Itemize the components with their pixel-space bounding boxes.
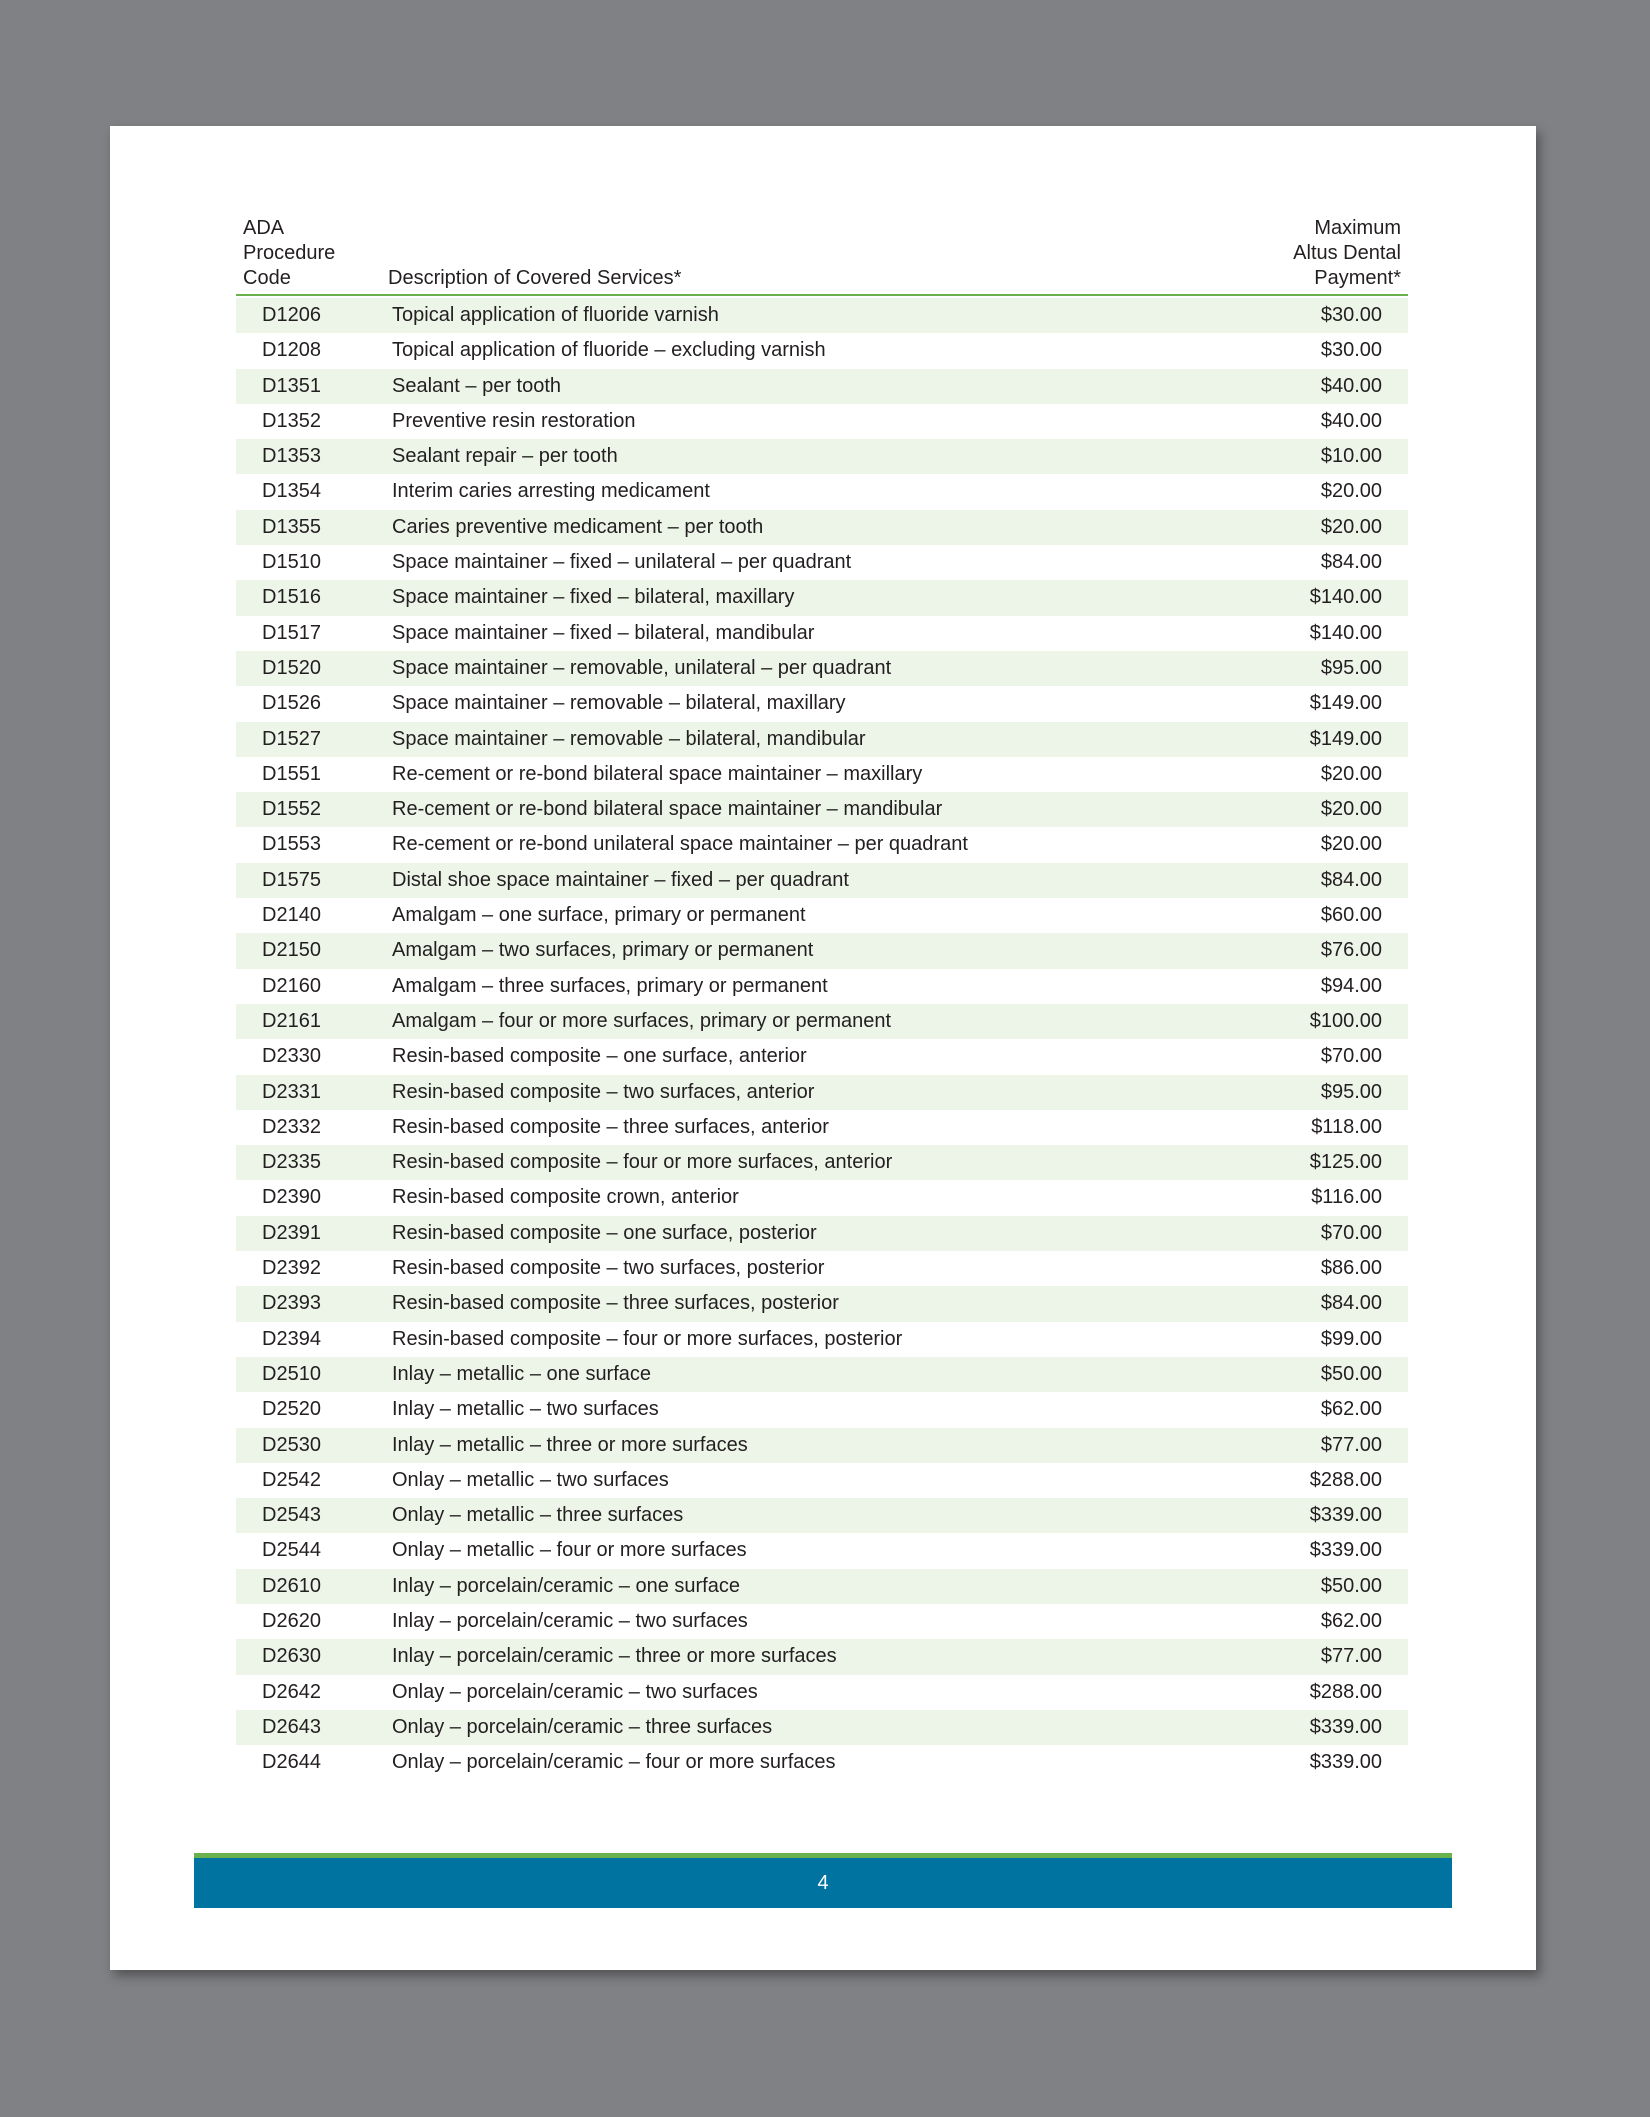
maximum-payment: $40.00 xyxy=(1320,374,1382,397)
procedure-code: D1355 xyxy=(262,515,321,538)
table-row xyxy=(236,1216,1408,1251)
maximum-payment: $149.00 xyxy=(1309,727,1382,750)
header-code-line: ADA xyxy=(243,217,285,239)
table-row xyxy=(236,1322,1408,1357)
maximum-payment: $10.00 xyxy=(1320,445,1382,468)
service-description: Inlay – porcelain/ceramic – one surface xyxy=(392,1574,740,1597)
service-description: Interim caries arresting medicament xyxy=(392,480,710,503)
procedure-code: D2150 xyxy=(262,939,321,962)
table-row xyxy=(236,510,1408,545)
header-description: Description of Covered Services* xyxy=(388,267,682,289)
header-procedure-code xyxy=(243,216,335,291)
maximum-payment: $77.00 xyxy=(1320,1645,1382,1668)
maximum-payment: $76.00 xyxy=(1320,939,1382,962)
service-description: Topical application of fluoride – excluding varnish xyxy=(392,339,826,362)
service-description: Distal shoe space maintainer – fixed – per quadrant xyxy=(392,868,849,891)
maximum-payment: $30.00 xyxy=(1320,339,1382,362)
table-row xyxy=(236,863,1408,898)
procedure-code: D2393 xyxy=(262,1292,321,1315)
service-description: Inlay – porcelain/ceramic – three or more surfaces xyxy=(392,1645,837,1668)
table-row xyxy=(236,369,1408,404)
procedure-code: D1354 xyxy=(262,480,321,503)
service-description: Space maintainer – fixed – bilateral, maxillary xyxy=(392,586,795,609)
procedure-code: D2335 xyxy=(262,1151,321,1174)
procedure-code: D1517 xyxy=(262,621,321,644)
maximum-payment: $125.00 xyxy=(1309,1151,1382,1174)
service-description: Resin-based composite – one surface, posterior xyxy=(392,1221,817,1244)
maximum-payment: $339.00 xyxy=(1309,1504,1382,1527)
maximum-payment: $77.00 xyxy=(1320,1433,1382,1456)
maximum-payment: $339.00 xyxy=(1309,1715,1382,1738)
procedure-code: D2520 xyxy=(262,1398,321,1421)
service-description: Onlay – metallic – four or more surfaces xyxy=(392,1539,747,1562)
table-row xyxy=(236,1428,1408,1463)
maximum-payment: $100.00 xyxy=(1309,1009,1382,1032)
table-row xyxy=(236,1498,1408,1533)
table-row xyxy=(236,1145,1408,1180)
procedure-code: D2543 xyxy=(262,1504,321,1527)
table-row xyxy=(236,1286,1408,1321)
document-page xyxy=(110,126,1536,1970)
service-description: Inlay – metallic – three or more surfaces xyxy=(392,1433,748,1456)
table-row xyxy=(236,686,1408,721)
procedure-code: D2331 xyxy=(262,1080,321,1103)
table-row xyxy=(236,722,1408,757)
maximum-payment: $86.00 xyxy=(1320,1257,1382,1280)
table-row xyxy=(236,1039,1408,1074)
maximum-payment: $50.00 xyxy=(1320,1362,1382,1385)
service-description: Re-cement or re-bond bilateral space maintainer – mandibular xyxy=(392,798,943,821)
table-row xyxy=(236,1392,1408,1427)
service-description: Space maintainer – removable – bilateral, mandibular xyxy=(392,727,866,750)
service-description: Space maintainer – removable – bilateral, maxillary xyxy=(392,692,846,715)
table-row xyxy=(236,1639,1408,1674)
service-description: Resin-based composite – three surfaces, posterior xyxy=(392,1292,839,1315)
table-row xyxy=(236,1357,1408,1392)
header-maximum-payment xyxy=(1293,216,1401,291)
procedure-code: D2390 xyxy=(262,1186,321,1209)
service-description: Onlay – porcelain/ceramic – three surfaces xyxy=(392,1715,773,1738)
maximum-payment: $84.00 xyxy=(1320,868,1382,891)
service-description: Re-cement or re-bond bilateral space maintainer – maxillary xyxy=(392,762,923,785)
service-description: Inlay – metallic – two surfaces xyxy=(392,1398,659,1421)
procedure-code: D2630 xyxy=(262,1645,321,1668)
service-description: Resin-based composite crown, anterior xyxy=(392,1186,739,1209)
procedure-code: D2140 xyxy=(262,904,321,927)
maximum-payment: $149.00 xyxy=(1309,692,1382,715)
maximum-payment: $40.00 xyxy=(1320,409,1382,432)
maximum-payment: $20.00 xyxy=(1320,798,1382,821)
table-row xyxy=(236,933,1408,968)
maximum-payment: $50.00 xyxy=(1320,1574,1382,1597)
page-number: 4 xyxy=(817,1872,829,1894)
procedure-code: D1553 xyxy=(262,833,321,856)
table-row xyxy=(236,404,1408,439)
service-description: Space maintainer – fixed – unilateral – per quadrant xyxy=(392,551,852,574)
procedure-code: D2642 xyxy=(262,1680,321,1703)
table-body xyxy=(236,298,1408,1780)
maximum-payment: $70.00 xyxy=(1320,1045,1382,1068)
table-row xyxy=(236,1075,1408,1110)
table-row xyxy=(236,1180,1408,1215)
maximum-payment: $20.00 xyxy=(1320,762,1382,785)
table-row xyxy=(236,439,1408,474)
maximum-payment: $339.00 xyxy=(1309,1539,1382,1562)
maximum-payment: $118.00 xyxy=(1311,1115,1382,1138)
maximum-payment: $116.00 xyxy=(1311,1186,1382,1209)
procedure-code: D1552 xyxy=(262,798,321,821)
maximum-payment: $20.00 xyxy=(1320,515,1382,538)
header-code-line: Code xyxy=(243,267,291,289)
maximum-payment: $288.00 xyxy=(1309,1680,1382,1703)
procedure-code: D2391 xyxy=(262,1221,321,1244)
procedure-code: D1352 xyxy=(262,409,321,432)
table-row xyxy=(236,757,1408,792)
service-description: Resin-based composite – one surface, anterior xyxy=(392,1045,807,1068)
service-description: Amalgam – three surfaces, primary or permanent xyxy=(392,974,828,997)
service-description: Amalgam – one surface, primary or permanent xyxy=(392,904,806,927)
maximum-payment: $20.00 xyxy=(1320,833,1382,856)
service-description: Topical application of fluoride varnish xyxy=(392,304,719,326)
procedure-code: D2620 xyxy=(262,1609,321,1632)
procedure-code: D1510 xyxy=(262,551,321,574)
table-header xyxy=(236,216,1408,296)
service-description: Onlay – metallic – three surfaces xyxy=(392,1504,684,1527)
table-row xyxy=(236,792,1408,827)
service-description: Preventive resin restoration xyxy=(392,409,636,432)
procedure-code: D2610 xyxy=(262,1574,321,1597)
service-description: Resin-based composite – two surfaces, posterior xyxy=(392,1257,825,1280)
service-description: Space maintainer – removable, unilateral – per quadrant xyxy=(392,656,892,679)
maximum-payment: $60.00 xyxy=(1320,904,1382,927)
procedure-code: D2330 xyxy=(262,1045,321,1068)
procedure-code: D1351 xyxy=(262,374,321,397)
procedure-code: D1526 xyxy=(262,692,321,715)
service-description: Space maintainer – fixed – bilateral, mandibular xyxy=(392,621,815,644)
procedure-code: D2392 xyxy=(262,1257,321,1280)
table-row xyxy=(236,298,1408,333)
maximum-payment: $30.00 xyxy=(1320,304,1382,326)
service-description: Onlay – metallic – two surfaces xyxy=(392,1468,669,1491)
table-row xyxy=(236,1110,1408,1145)
procedure-code: D2644 xyxy=(262,1751,321,1774)
table-row xyxy=(236,333,1408,368)
service-description: Resin-based composite – three surfaces, anterior xyxy=(392,1115,829,1138)
header-payment-line: Payment* xyxy=(1314,267,1401,289)
procedure-code: D2530 xyxy=(262,1433,321,1456)
maximum-payment: $94.00 xyxy=(1320,974,1382,997)
maximum-payment: $70.00 xyxy=(1320,1221,1382,1244)
procedure-code: D2160 xyxy=(262,974,321,997)
service-description: Amalgam – two surfaces, primary or permanent xyxy=(392,939,814,962)
table-row xyxy=(236,1533,1408,1568)
procedure-code: D2510 xyxy=(262,1362,321,1385)
table-row xyxy=(236,969,1408,1004)
procedure-code: D1516 xyxy=(262,586,321,609)
maximum-payment: $339.00 xyxy=(1309,1751,1382,1774)
table-row xyxy=(236,1004,1408,1039)
procedure-code: D2643 xyxy=(262,1715,321,1738)
maximum-payment: $288.00 xyxy=(1309,1468,1382,1491)
table-row xyxy=(236,651,1408,686)
procedure-code: D1208 xyxy=(262,339,321,362)
service-description: Sealant repair – per tooth xyxy=(392,445,618,468)
service-description: Inlay – porcelain/ceramic – two surfaces xyxy=(392,1609,748,1632)
table-row xyxy=(236,1463,1408,1498)
service-description: Resin-based composite – four or more surfaces, posterior xyxy=(392,1327,903,1350)
procedure-code: D2161 xyxy=(262,1009,321,1032)
table-row xyxy=(236,1710,1408,1745)
table-row xyxy=(236,580,1408,615)
service-description: Onlay – porcelain/ceramic – two surfaces xyxy=(392,1680,758,1703)
table-row xyxy=(236,1604,1408,1639)
maximum-payment: $62.00 xyxy=(1320,1398,1382,1421)
procedure-code: D1520 xyxy=(262,656,321,679)
service-description: Inlay – metallic – one surface xyxy=(392,1362,652,1385)
service-description: Onlay – porcelain/ceramic – four or more surfaces xyxy=(392,1751,836,1774)
service-description: Caries preventive medicament – per tooth xyxy=(392,515,764,538)
footer-bar xyxy=(194,1858,1452,1908)
maximum-payment: $99.00 xyxy=(1320,1327,1382,1350)
procedure-code: D1206 xyxy=(262,304,321,326)
procedure-code: D1527 xyxy=(262,727,321,750)
table-row xyxy=(236,616,1408,651)
procedure-code: D2394 xyxy=(262,1327,321,1350)
procedure-code: D2332 xyxy=(262,1115,321,1138)
service-description: Resin-based composite – two surfaces, anterior xyxy=(392,1080,815,1103)
maximum-payment: $20.00 xyxy=(1320,480,1382,503)
table-row xyxy=(236,898,1408,933)
table-row xyxy=(236,1569,1408,1604)
maximum-payment: $95.00 xyxy=(1320,1080,1382,1103)
maximum-payment: $84.00 xyxy=(1320,1292,1382,1315)
table-row xyxy=(236,1251,1408,1286)
header-code-line: Procedure xyxy=(243,242,336,264)
service-description: Amalgam – four or more surfaces, primary or permanent xyxy=(392,1009,892,1032)
header-payment-line: Altus Dental xyxy=(1293,242,1401,264)
maximum-payment: $62.00 xyxy=(1320,1609,1382,1632)
procedure-code: D1551 xyxy=(262,762,321,785)
maximum-payment: $84.00 xyxy=(1320,551,1382,574)
procedure-code: D2544 xyxy=(262,1539,321,1562)
service-description: Sealant – per tooth xyxy=(392,374,562,397)
maximum-payment: $140.00 xyxy=(1309,586,1382,609)
header-payment-line: Maximum xyxy=(1314,217,1401,239)
table-row xyxy=(236,827,1408,862)
table-row xyxy=(236,1675,1408,1710)
fee-schedule-table xyxy=(236,216,1408,1780)
procedure-code: D2542 xyxy=(262,1468,321,1491)
maximum-payment: $140.00 xyxy=(1309,621,1382,644)
service-description: Resin-based composite – four or more surfaces, anterior xyxy=(392,1151,893,1174)
table-row xyxy=(236,1745,1408,1780)
maximum-payment: $95.00 xyxy=(1320,656,1382,679)
procedure-code: D1353 xyxy=(262,445,321,468)
service-description: Re-cement or re-bond unilateral space maintainer – per quadrant xyxy=(392,833,968,856)
table-row xyxy=(236,545,1408,580)
table-row xyxy=(236,474,1408,509)
procedure-code: D1575 xyxy=(262,868,321,891)
